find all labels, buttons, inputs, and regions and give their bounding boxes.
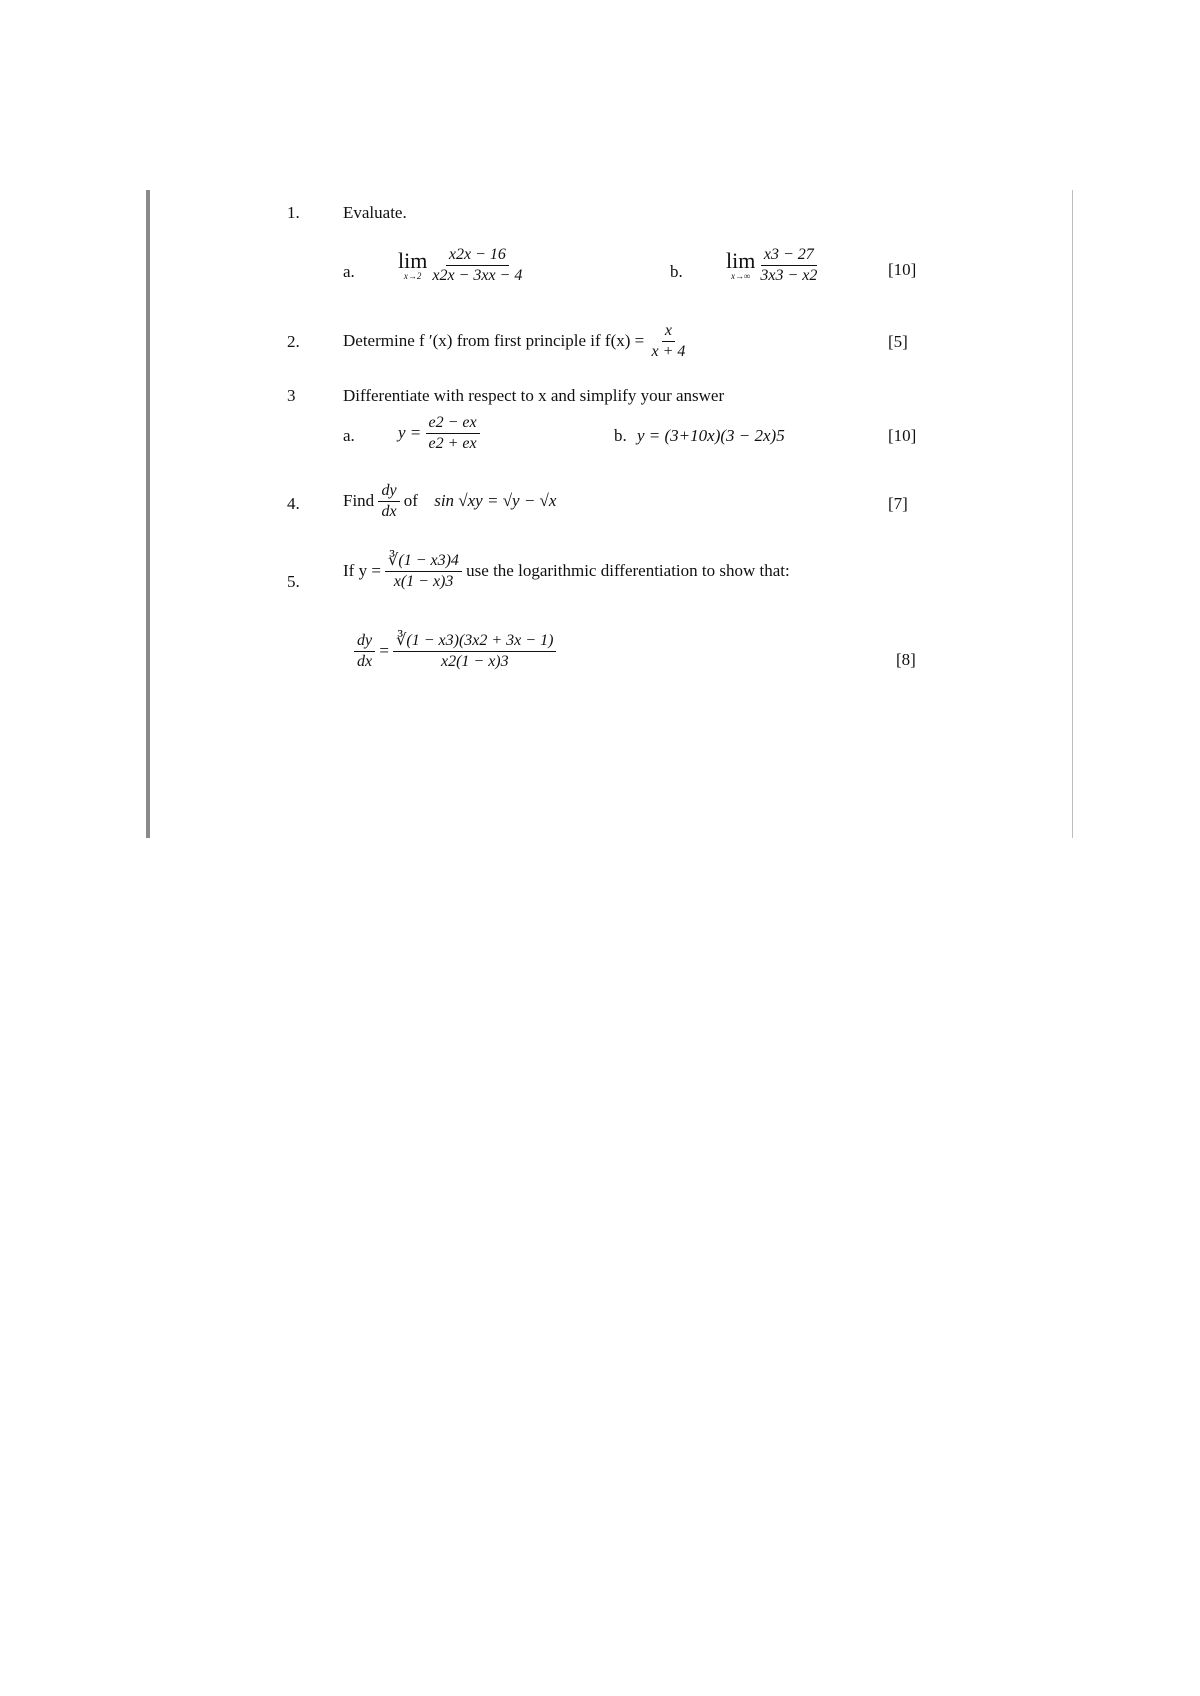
lim-subscript: x→∞ (730, 271, 751, 282)
fraction-numerator: ∛(1 − x3)4 (385, 552, 462, 572)
question-4-text-after: of (403, 490, 418, 510)
fraction-numerator: x (662, 322, 675, 342)
fraction-denominator: e2 + ex (428, 435, 477, 453)
fraction-denominator: x2(1 − x)3 (440, 653, 509, 671)
question-4-text-before: Find (343, 490, 375, 510)
question-5-text-after: use the logarithmic differentiation to show that: (466, 560, 790, 580)
question-1a-limit (398, 246, 525, 286)
lim-word: lim (398, 248, 428, 274)
fraction-denominator: dx (357, 653, 373, 671)
question-4-number: 4. (287, 494, 300, 513)
equals-sign: = (379, 640, 389, 660)
question-5-text-before: If y = (343, 560, 381, 580)
question-3a-expression (398, 414, 480, 454)
question-3a-label: a. (343, 426, 355, 445)
question-5-number: 5. (287, 572, 300, 591)
question-1-number: 1. (287, 203, 300, 222)
lim-subscript: x→2 (403, 271, 422, 282)
fraction-numerator: x2x − 16 (446, 246, 509, 266)
question-5-result (354, 632, 556, 672)
fraction-numerator: x3 − 27 (761, 246, 817, 266)
question-2-text: Determine f ′(x) from first principle if f(x) = (343, 330, 645, 350)
question-2-number: 2. (287, 332, 300, 351)
question-1-text: Evaluate. (343, 203, 407, 222)
question-4-body (343, 482, 556, 522)
lim-word: lim (726, 248, 756, 274)
question-2-body (343, 322, 688, 362)
fraction-numerator: dy (354, 632, 375, 652)
fraction-denominator: x2x − 3xx − 4 (432, 267, 523, 285)
page-border-right (1072, 190, 1073, 838)
question-1b-label: b. (670, 262, 683, 281)
question-3b-label: b. (614, 426, 627, 445)
question-3-text: Differentiate with respect to x and simplify your answer (343, 386, 725, 405)
question-4-expression: sin √xy = √y − √x (434, 490, 557, 510)
question-4-mark: [7] (888, 494, 908, 513)
question-1a-label: a. (343, 262, 355, 281)
fraction-numerator: e2 − ex (426, 414, 480, 434)
page-border-left (146, 190, 150, 838)
question-3-mark: [10] (888, 426, 917, 445)
fraction-denominator: 3x3 − x2 (760, 267, 818, 285)
fraction-denominator: dx (381, 503, 397, 521)
question-3b-expression: y = (3+10x)(3 − 2x)5 (637, 426, 785, 445)
question-2-mark: [5] (888, 332, 908, 351)
fraction-numerator: dy (378, 482, 399, 502)
fraction-numerator: ∛(1 − x3)(3x2 + 3x − 1) (393, 632, 556, 652)
question-5-body (343, 552, 790, 592)
fraction-denominator: x(1 − x)3 (393, 573, 454, 591)
question-1b-limit (726, 246, 820, 286)
question-3a-lhs: y = (398, 422, 422, 442)
fraction-denominator: x + 4 (651, 343, 686, 361)
question-3-number: 3 (287, 386, 296, 405)
question-5-mark: [8] (896, 650, 916, 669)
question-1-mark: [10] (888, 260, 917, 279)
